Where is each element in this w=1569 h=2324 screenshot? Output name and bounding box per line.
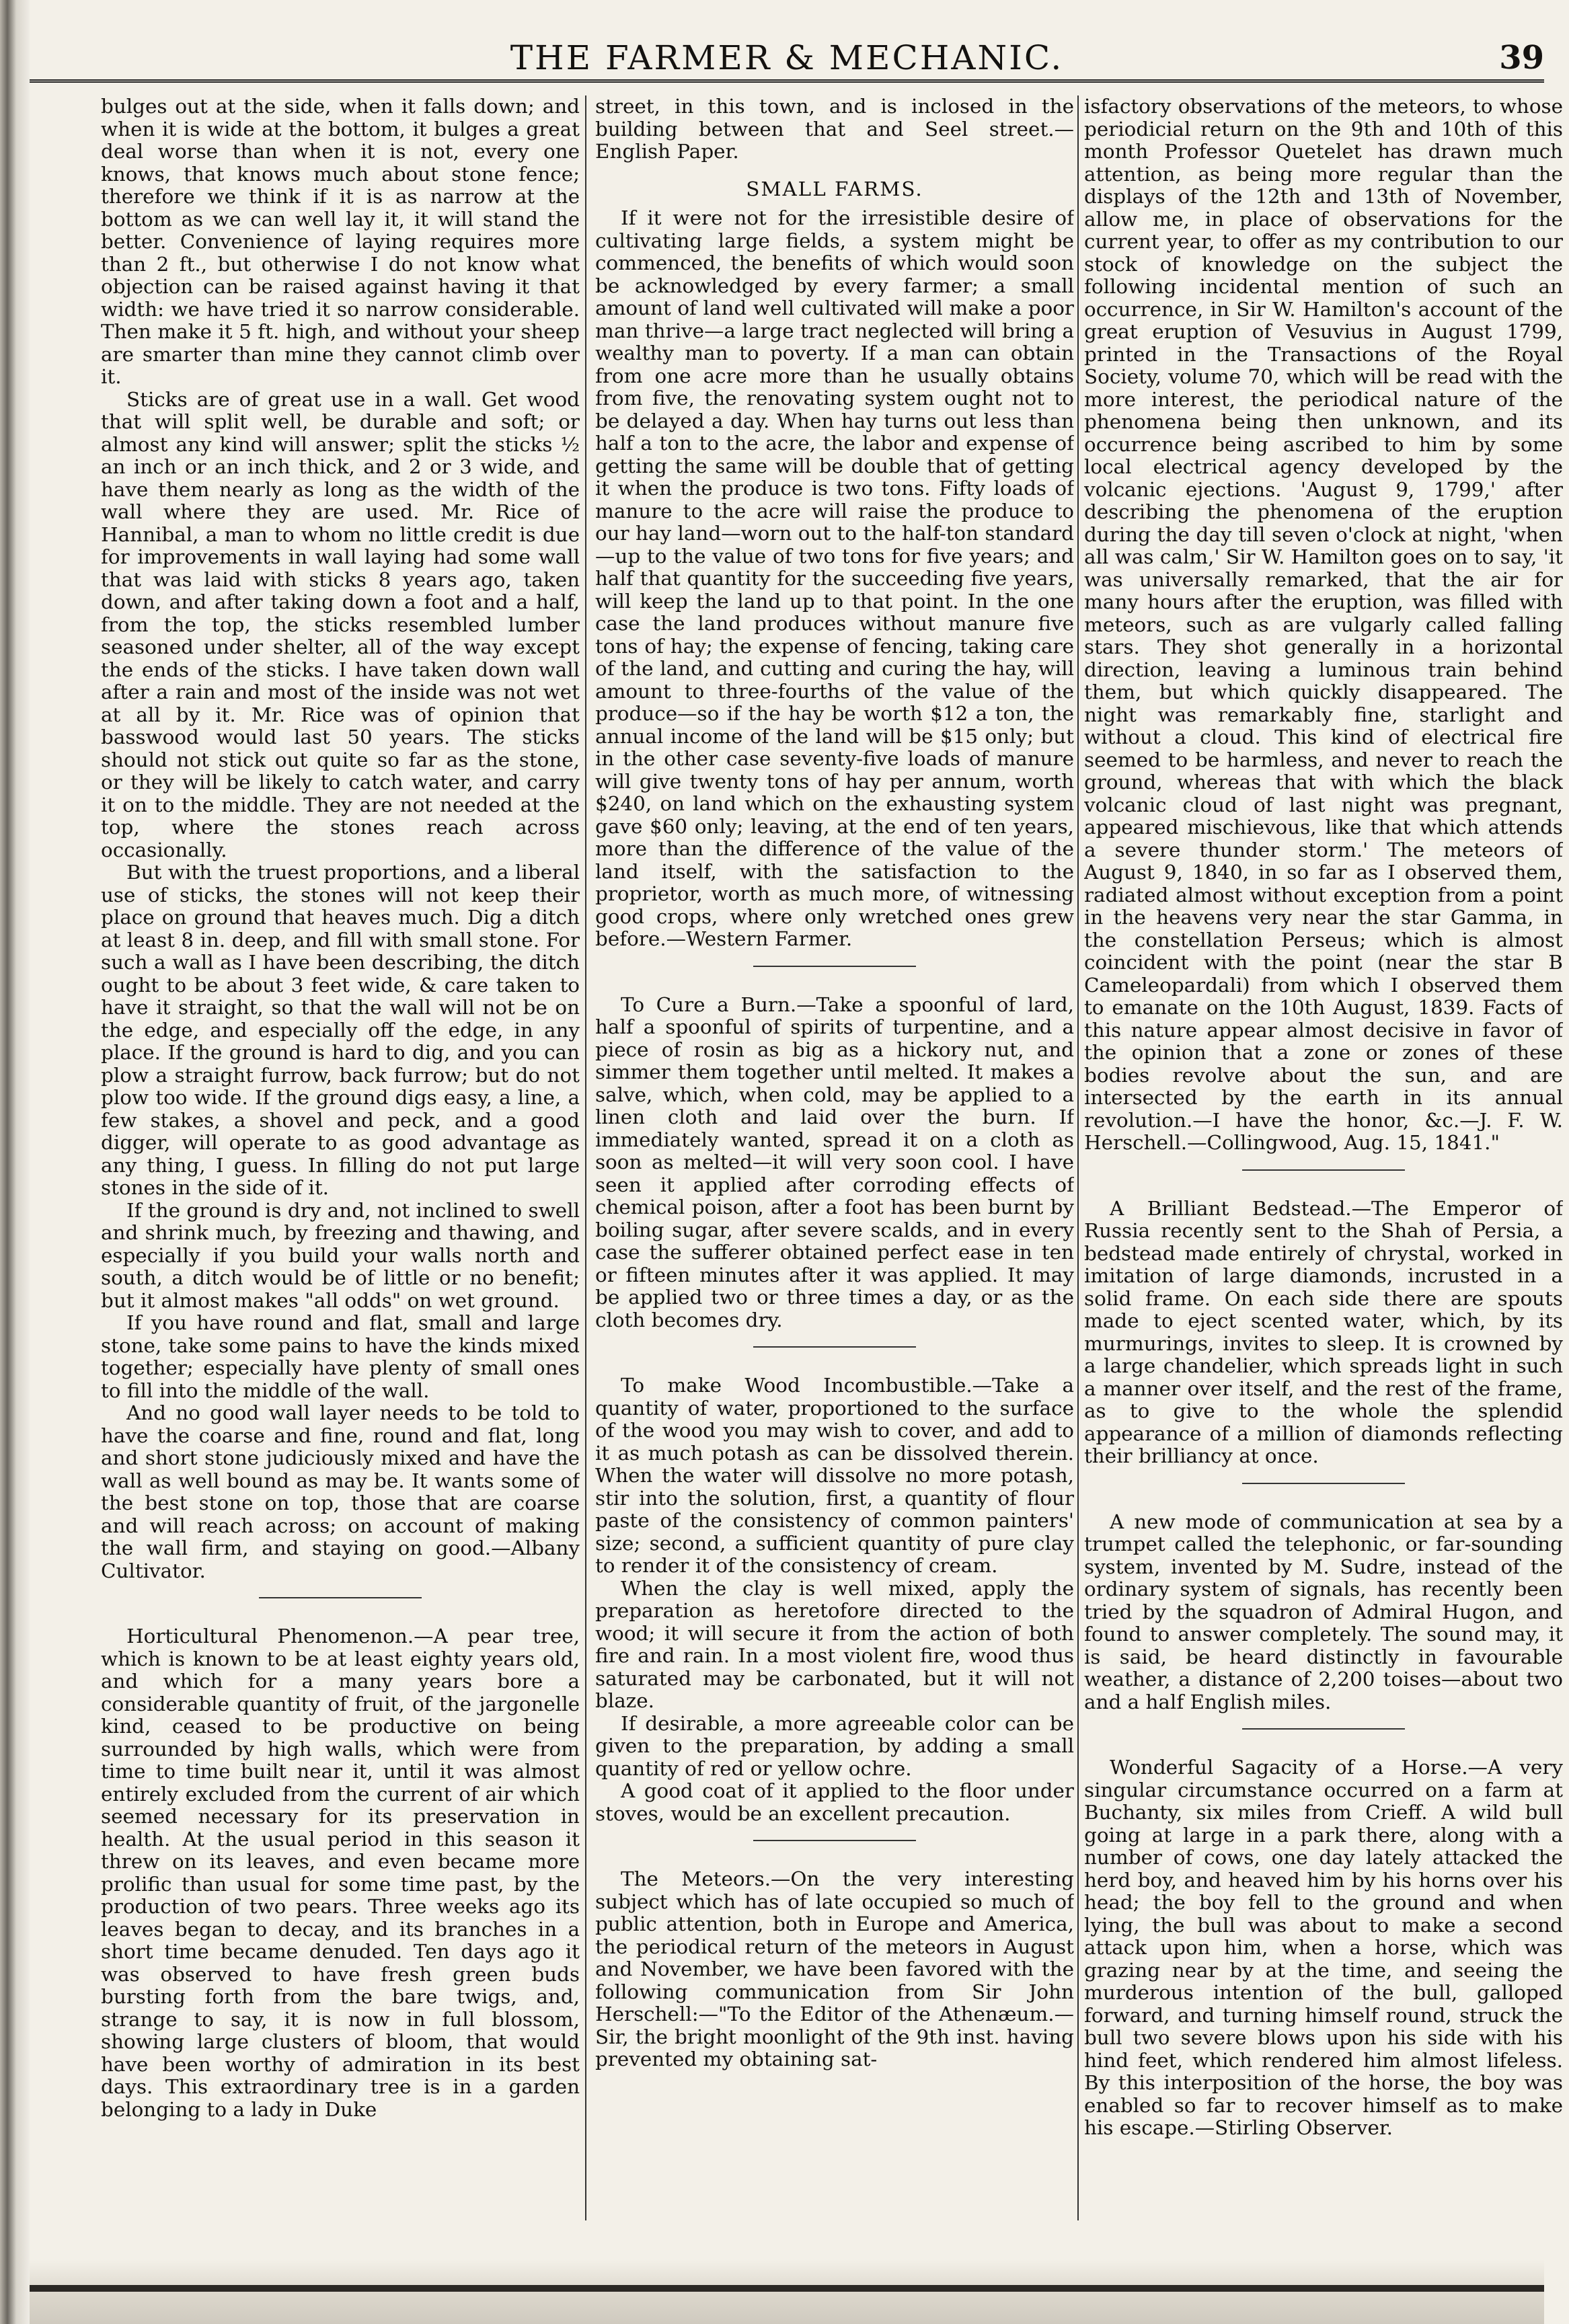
paragraph: If desirable, a more agreeable color can be given to the preparation, by adding a small quantity of red or yellow ochre.	[595, 1711, 1074, 1780]
column-rule-1	[585, 95, 586, 2220]
paragraph: Sticks are of great use in a wall. Get wood that will split well, be durable and soft; or almost any kind will answer; split the sticks ½ an inch or an inch thick, and 2 or 3 wide, and have them nearly as long as the width of the wall where they are used. Mr. Rice of Hannibal, a man to whom no little credit is due for improvements in wall laying had some wall that was laid with sticks 8 years ago, taken down, and after taking down a foot and a half, from the top, the sticks resembled lumber seasoned under shelter, all of the way except the ends of the sticks. I have taken down wall after a rain and most of the inside was not wet at all by it. Mr. Rice was of opinion that basswood would last 50 years. The sticks should not stick out quite so far as the stone, or they will be likely to catch water, and carry it on to the middle. They are not needed at the top, where the stones reach across occasionally.	[101, 387, 580, 861]
column-1	[101, 95, 580, 2220]
paragraph: bulges out at the side, when it falls down; and when it is wide at the bottom, it bulges a great deal worse than when it is not, every one knows, that knows much about stone fence; therefore we think if it is as narrow at the bottom as we can well lay it, it will stand the better. Convenience of laying requires more than 2 ft., but otherwise I do not know what objection can be raised against having it that width: we have tried it so narrow considerable. Then make it 5 ft. high, and without your sheep are smarter than mine they cannot climb over it.	[101, 95, 580, 388]
article-separator	[1242, 1169, 1405, 1171]
article-meteors-continuation	[1084, 95, 1563, 1171]
article-separator	[259, 1597, 422, 1598]
paragraph: To Cure a Burn.—Take a spoonful of lard, half a spoonful of spirits of turpentine, and a piece of rosin as big as a hickory nut, and simmer them together until melted. It makes a salve, which, when cold, may be applied to a linen cloth and laid over the burn. If immediately wanted, spread it on a cloth as soon as melted—it will very soon cool. I have seen it applied after corroding effects of chemical poison, after a foot has been burnt by boiling sugar, after severe scalds, and in every case the sufferer obtained perfect ease in ten or fifteen minutes after it was applied. It may be applied two or three times a day, or as the cloth becomes dry.	[595, 993, 1074, 1331]
paragraph: And no good wall layer needs to be told to have the coarse and fine, round and flat, long and short stone judiciously mixed and have the wall as well bound as may be. It wants some of the best stone on top, those that are coarse and will reach across; on account of making the wall firm, and staying on good.—Albany Cultivator.	[101, 1401, 580, 1582]
article-heading: SMALL FARMS.	[746, 177, 923, 200]
paragraph: To make Wood Incombustible.—Take a quantity of water, proportioned to the surface of the wood you may wish to cover, and add to it as much potash as can be dissolved therein. When the water will dissolve no more potash, stir into the solution, first, a quantity of flour paste of the consistency of common painters' size; second, a sufficient quantity of pure clay to render it of the consistency of cream.	[595, 1374, 1074, 1577]
article-horticultural-phenomenon	[101, 1625, 580, 2121]
article-the-meteors	[595, 1868, 1074, 2071]
paragraph: If the ground is dry and, not inclined to swell and shrink much, by freezing and thawing, and especially if you build your walls north and south, a ditch would be of little or no benefit; but it almost makes "all odds" on wet ground.	[101, 1198, 580, 1312]
masthead-title: THE FARMER & MECHANIC.	[510, 38, 1064, 77]
page-bottom-rule	[30, 2285, 1544, 2292]
article-cure-a-burn	[595, 994, 1074, 1348]
article-telephonic	[1084, 1511, 1563, 1730]
article-separator	[753, 1346, 916, 1348]
paragraph: isfactory observations of the meteors, to whose periodicial return on the 9th and 10th of this month Professor Quetelet has drawn much attention, as being more regular than the displays of the 12th and 13th of November, allow me, in place of observations for the current year, to offer as my contribution to our stock of knowledge on the subject the following incidental mention of such an occurrence, in Sir W. Hamilton's account of the great eruption of Vesuvius in August 1799, printed in the Transactions of the Royal Society, volume 70, which will be read with the more interest, the periodical nature of the phenomena being then unknown, and its occurrence being ascribed to him by some local electrical agency developed by the volcanic ejections. 'August 9, 1799,' after describing the phenomena of the eruption during the day till seven o'clock at night, 'when all was calm,' Sir W. Hamilton goes on to say, 'it was universally remarked, that the air for many hours after the eruption, was filled with meteors, such as are vulgarly called falling stars. They shot generally in a horizontal direction, leaving a luminous train behind them, but which quickly disappeared. The night was remarkably fine, starlight and without a cloud. This kind of electrical fire seemed to be harmless, and never to reach the ground, whereas that with which the black volcanic cloud of last night was pregnant, appeared mischievous, like that which attends a severe thunder storm.' The meteors of August 9, 1840, in so far as I observed them, radiated almost without exception from a point in the heavens very near the star Gamma, in the constellation Perseus; which is almost coincident with the point (near the star B Cameleopardali) from which I observed them to emanate on the 10th August, 1839. Facts of this nature appear almost decisive in favor of the opinion that a zone or zones of these bodies revolve about the sun, and are intersected by the earth in its annual revolution.—I have the honor, &c.—J. F. W. Herschell.—Collingwood, Aug. 15, 1841."	[1084, 95, 1563, 1154]
paragraph: If it were not for the irresistible desire of cultivating large fields, a system might be commenced, the benefits of which would soon be acknowledged by every farmer; a small amount of land well cultivated will make a poor man thrive—a large tract neglected will bring a wealthy man to poverty. If a man can obtain from one acre more than he usually obtains from five, the renovating system ought not to be delayed a day. When hay turns out less than half a ton to the acre, the labor and expense of getting the same will be double that of getting it when the produce is two tons. Fifty loads of manure to the acre will raise the produce to our hay land—worn out to the half-ton standard—up to the value of two tons for five years; and half that quantity for the succeeding five years, will keep the land up to that point. In the one case the land produces without manure five tons of hay; the expense of fencing, taking care of the land, and cutting and curing the hay, will amount to three-fourths of the value of the produce—so if the hay be worth $12 a ton, the annual income of the land will be $15 only; but in the other case seventy-five loads of manure will give twenty tons of hay per annum, worth $240, on land which on the exhausting system gave $60 only; leaving, at the end of ten years, more than the difference of the value of the land itself, with the satisfaction to the proprietor, worth as much more, of witnessing good crops, where only wretched ones grew before.—Western Farmer.	[595, 206, 1074, 950]
article-brilliant-bedstead	[1084, 1198, 1563, 1484]
article-small-farms	[595, 178, 1074, 967]
paragraph: When the clay is well mixed, apply the preparation as heretofore directed to the wood; it will secure it from the action of both fire and rain. In a most violent fire, wood thus saturated may be carbonated, but it will not blaze.	[595, 1576, 1074, 1712]
page-bottom-shadow	[30, 2259, 1544, 2324]
article-wood-incombustible	[595, 1374, 1074, 1841]
paragraph: A new mode of communication at sea by a trumpet called the telephonic, or far-sounding system, invented by M. Sudre, instead of the ordinary system of signals, has recently been tried by the squadron of Admiral Hugon, and found to answer completely. The sound may, it is said, be heard distinctly in favourable weather, a distance of 2,200 toises—about two and a half English miles.	[1084, 1510, 1563, 1713]
page-number: 39	[1499, 39, 1544, 77]
paragraph: A good coat of it applied to the floor under stoves, would be an excellent precaution.	[595, 1779, 1074, 1825]
article-separator	[753, 966, 916, 967]
article-stone-wall	[101, 95, 580, 1598]
page-spine-shadow	[0, 0, 30, 2324]
article-continuation	[595, 95, 1074, 163]
article-sagacity-of-a-horse	[1084, 1756, 1563, 2140]
paragraph: A Brilliant Bedstead.—The Emperor of Russia recently sent to the Shah of Persia, a bedstead made entirely of chrystal, worked in imitation of large diamonds, incrusted in a solid frame. On each side there are spouts made to eject scented water, which, by its murmurings, invites to sleep. It is crowned by a large chandelier, which spreads light in such a manner over itself, and the rest of the frame, as to give to the whole the splendid appearance of a million of diamonds reflecting their brilliancy at once.	[1084, 1196, 1563, 1467]
paragraph: Horticultural Phenomenon.—A pear tree, which is known to be at least eighty years old, and which for a many years bore a considerable quantity of fruit, of the jargonelle kind, ceased to be productive on being surrounded by high walls, which were from time to time built near it, until it was almost entirely excluded from the current of air which seemed necessary for its preservation in health. At the usual period in this season it threw on its leaves, and even became more prolific than usual for some time past, by the production of two pears. Three weeks ago its leaves began to decay, and its branches in a short time became denuded. Ten days ago it was observed to have fresh green buds bursting forth from the bare twigs, and, strange to say, it is now in full blossom, showing large clusters of bloom, that would have been worthy of admiration in its best days. This extraordinary tree is in a garden belonging to a lady in Duke	[101, 1625, 580, 2121]
paragraph: Wonderful Sagacity of a Horse.—A very singular circumstance occurred on a farm at Buchanty, six miles from Crieff. A wild bull going at large in a park there, along with a number of cows, one day lately attacked the herd boy, and heaved him by his horns over his head; the boy fell to the ground and when lying, the bull was about to make a second attack upon him, when a horse, which was grazing near by at the time, and seeing the murderous intention of the bull, galloped forward, and turning himself round, struck the bull two severe blows upon his side with his hind feet, which rendered him almost lifeless. By this interposition of the horse, the boy was enabled so far to recover himself as to make his escape.—Stirling Observer.	[1084, 1756, 1563, 2139]
article-separator	[1242, 1728, 1405, 1730]
paragraph: But with the truest proportions, and a liberal use of sticks, the stones will not keep their place on ground that heaves much. Dig a ditch at least 8 in. deep, and fill with small stone. For such a wall as I have been describing, the ditch ought to be about 3 feet wide, & care taken to have it straight, so that the wall will not be on the edge, and especially off the edge, in any place. If the ground is hard to dig, and you can plow a straight furrow, back furrow; but do not plow too wide. If the ground digs easy, a line, a few stakes, a shovel and peck, and a good digger, will operate to as good advantage as any thing, I guess. In filling do not put large stones in the side of it.	[101, 861, 580, 1199]
article-separator	[1242, 1483, 1405, 1484]
paragraph: street, in this town, and is inclosed in the building between that and Seel street.—English Paper.	[595, 95, 1074, 163]
article-separator	[753, 1840, 916, 1841]
paragraph: If you have round and flat, small and large stone, take some pains to have the kinds mixed together; especially have plenty of small ones to fill into the middle of the wall.	[101, 1311, 580, 1402]
paragraph: The Meteors.—On the very interesting subject which has of late occupied so much of public attention, both in Europe and America, the periodical return of the meteors in August and November, we have been favored with the following communication from Sir John Herschell:—"To the Editor of the Athenæum.—Sir, the bright moonlight of the 9th inst. having prevented my obtaining sat-	[595, 1867, 1074, 2070]
page-header	[30, 36, 1544, 83]
column-rule-2	[1077, 95, 1079, 2220]
column-3	[1084, 95, 1563, 2220]
column-2	[595, 95, 1074, 2220]
